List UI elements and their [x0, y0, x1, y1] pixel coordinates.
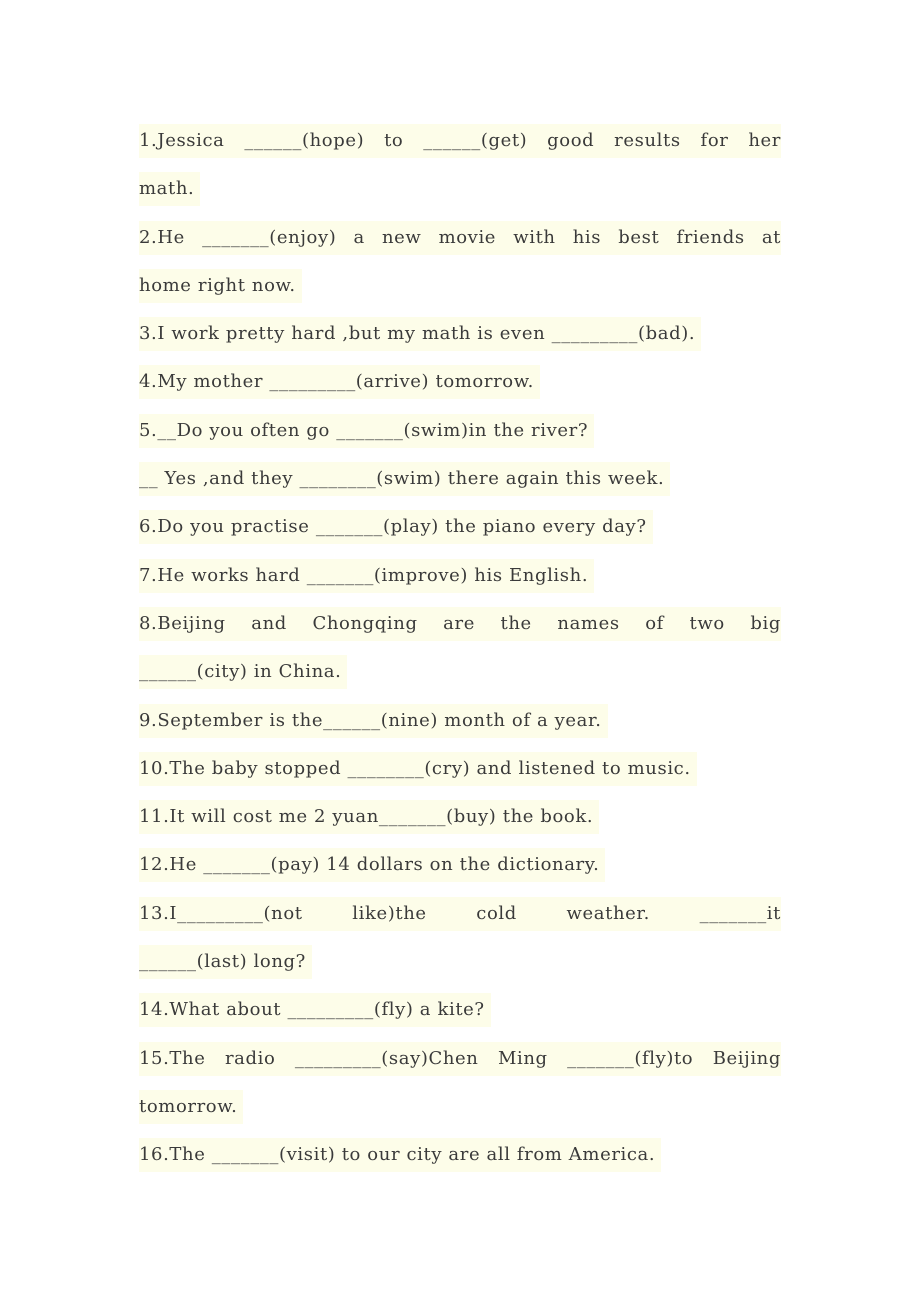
line-text: 15.The radio _________(say)Chen Ming _______(fly)to Beijing — [139, 1042, 781, 1076]
line-9 — [139, 504, 781, 552]
line-19 — [139, 987, 781, 1035]
line-4 — [139, 263, 781, 311]
line-text: 7.He works hard _______(improve) his English. — [139, 559, 594, 593]
line-text: 11.It will cost me 2 yuan_______(buy) the book. — [139, 800, 599, 834]
line-6 — [139, 359, 781, 407]
line-text: __ Yes ,and they ________(swim) there again this week. — [139, 462, 670, 496]
line-1 — [139, 118, 781, 166]
line-text: 13.I_________(not like)the cold weather. _______it — [139, 897, 781, 931]
line-text: 6.Do you practise _______(play) the piano every day? — [139, 510, 653, 544]
line-16 — [139, 842, 781, 890]
line-10 — [139, 553, 781, 601]
exercise-lines — [139, 118, 781, 1181]
line-20 — [139, 1036, 781, 1084]
line-text: 12.He _______(pay) 14 dollars on the dictionary. — [139, 848, 605, 882]
line-text: 9.September is the______(nine) month of a year. — [139, 704, 608, 738]
line-13 — [139, 698, 781, 746]
line-11 — [139, 601, 781, 649]
line-text: 5.__Do you often go _______(swim)in the river? — [139, 414, 594, 448]
line-text: ______(last) long? — [139, 945, 312, 979]
line-12 — [139, 649, 781, 697]
line-18 — [139, 939, 781, 987]
line-17 — [139, 891, 781, 939]
line-2 — [139, 166, 781, 214]
line-8 — [139, 456, 781, 504]
line-text: 1.Jessica ______(hope) to ______(get) good results for her — [139, 124, 781, 158]
line-text: math. — [139, 172, 200, 206]
line-text: 4.My mother _________(arrive) tomorrow. — [139, 365, 540, 399]
line-text: ______(city) in China. — [139, 655, 347, 689]
line-text: 2.He _______(enjoy) a new movie with his best friends at — [139, 221, 781, 255]
line-text: 8.Beijing and Chongqing are the names of two big — [139, 607, 781, 641]
line-7 — [139, 408, 781, 456]
line-5 — [139, 311, 781, 359]
line-14 — [139, 746, 781, 794]
line-15 — [139, 794, 781, 842]
line-text: 10.The baby stopped ________(cry) and listened to music. — [139, 752, 697, 786]
line-text: 14.What about _________(fly) a kite? — [139, 993, 491, 1027]
line-22 — [139, 1132, 781, 1180]
line-text: tomorrow. — [139, 1090, 243, 1124]
line-text: 3.I work pretty hard ,but my math is even _________(bad). — [139, 317, 701, 351]
line-3 — [139, 215, 781, 263]
line-text: 16.The _______(visit) to our city are all from America. — [139, 1138, 661, 1172]
line-21 — [139, 1084, 781, 1132]
line-text: home right now. — [139, 269, 302, 303]
